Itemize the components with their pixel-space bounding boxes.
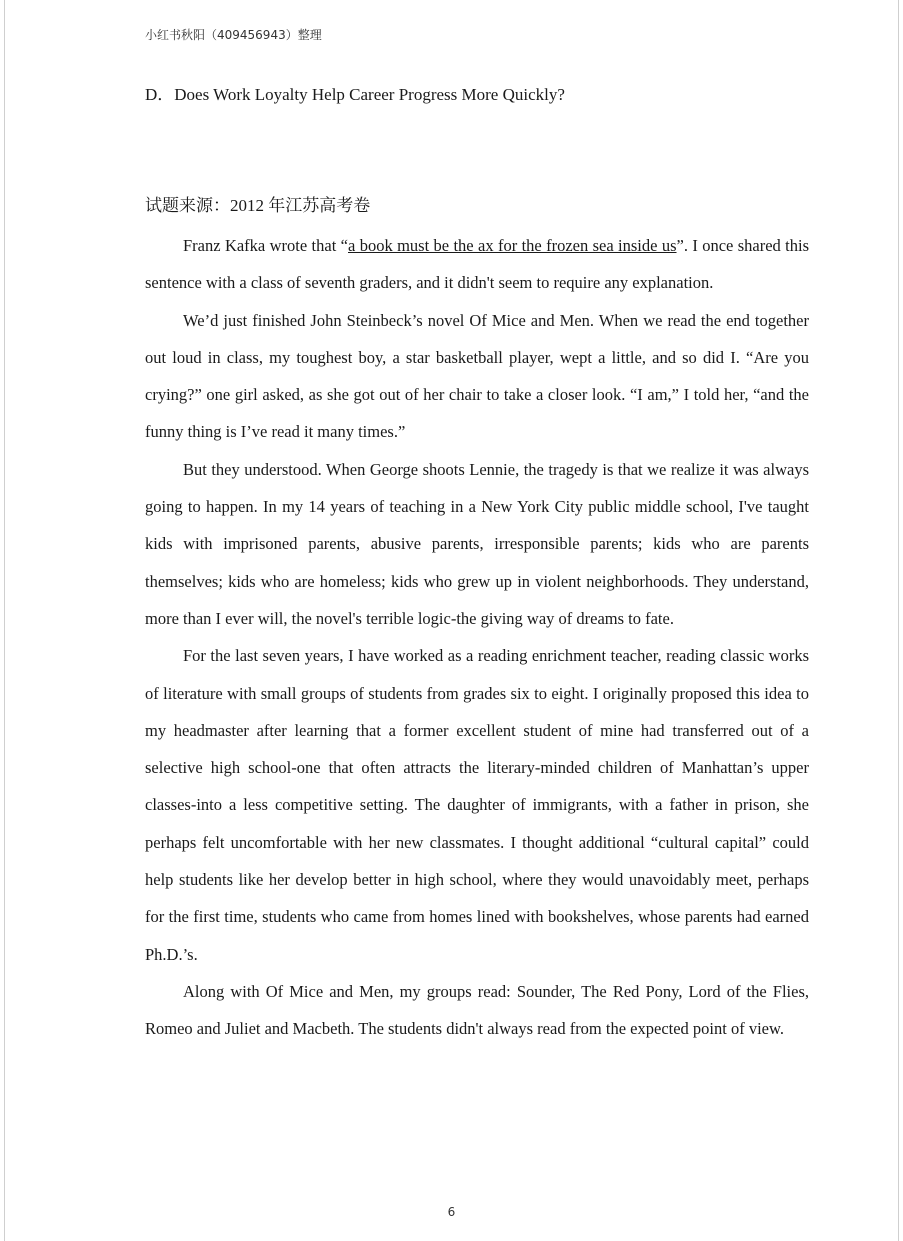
article-body xyxy=(145,227,809,1048)
paragraph-2: We’d just finished John Steinbeck’s novel Of Mice and Men. When we read the end together out loud in class, my toughest boy, a star basketball player, wept a little, and so did I. “Are you crying?” one girl asked, as she got out of her chair to take a closer look. “I am,” I told her, “and the funny thing is I’ve read it many times.” xyxy=(145,310,809,442)
page-number: 6 xyxy=(447,1205,456,1219)
paragraph-1 xyxy=(145,227,809,302)
p1-rest: ”. I once shared this sentence with a class of seventh graders, and it didn't seem to require any explanation. xyxy=(145,236,809,293)
question-source: 试题来源：2012 年江苏高考卷 xyxy=(145,196,371,215)
paragraph-5: Along with Of Mice and Men, my groups read: Sounder, The Red Pony, Lord of the Flies, Romeo and Juliet and Macbeth. The students didn't always read from the expected point of view. xyxy=(145,981,809,1039)
kafka-quote: a book must be the ax for the frozen sea inside us xyxy=(348,236,677,255)
page-header: 小红书秋阳（409456943）整理 xyxy=(145,28,322,42)
page-border-right xyxy=(898,0,899,1241)
paragraph-4: For the last seven years, I have worked as a reading enrichment teacher, reading classic works of literature with small groups of students from grades six to eight. I originally proposed this idea to my headmaster after learning that a former excellent student of mine had transferred out of a selective high school-one that often attracts the literary-minded children of Manhattan’s upper classes-into a less competitive setting. The daughter of immigrants, with a father in prison, she perhaps felt uncomfortable with her new classmates. I thought additional “cultural capital” could help students like her develop better in high school, where they would unavoidably meet, perhaps for the first time, students who came from homes lined with bookshelves, whose parents had earned Ph.D.’s. xyxy=(145,646,809,964)
page-border-left xyxy=(4,0,5,1241)
option-d: D．Does Work Loyalty Help Career Progress More Quickly? xyxy=(145,85,565,104)
paragraph-3: But they understood. When George shoots Lennie, the tragedy is that we realize it was always going to happen. In my 14 years of teaching in a New York City public middle school, I've taught kids with imprisoned parents, abusive parents, irresponsible parents; kids who are parents themselves; kids who are homeless; kids who grew up in violent neighborhoods. They understand, more than I ever will, the novel's terrible logic-the giving way of dreams to fate. xyxy=(145,459,809,628)
p1-intro: Franz Kafka wrote that “ xyxy=(183,236,348,255)
